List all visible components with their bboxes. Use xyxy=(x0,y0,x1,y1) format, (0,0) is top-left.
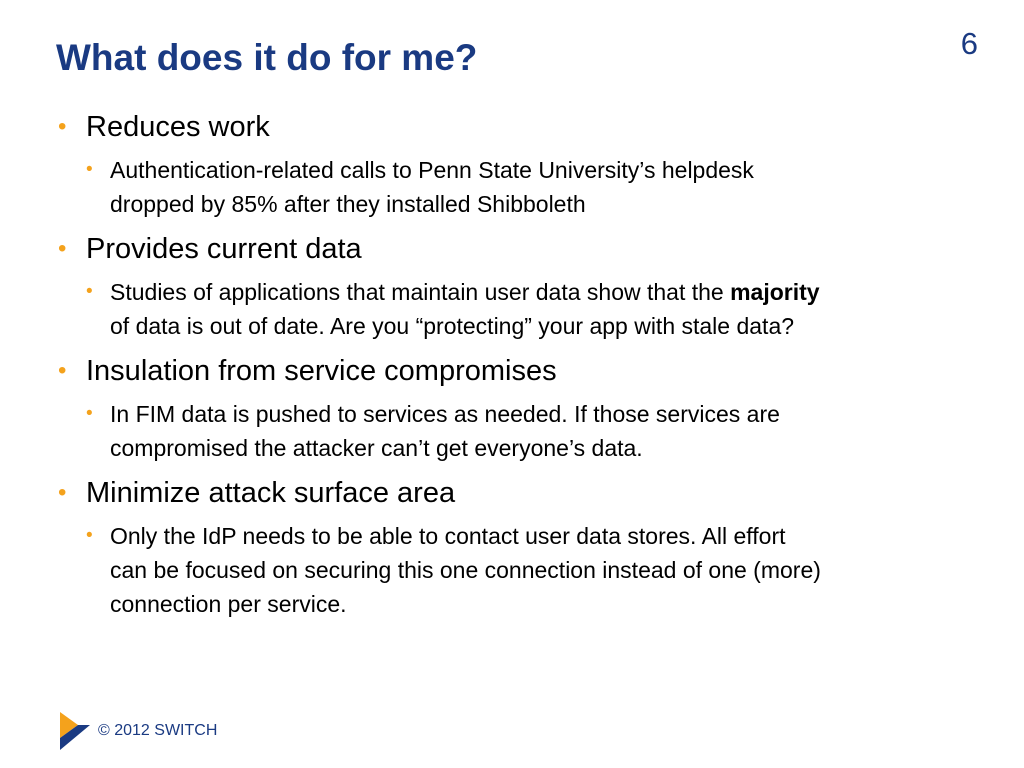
bullet-text: Reduces work xyxy=(86,111,270,143)
bullet-text: Insulation from service compromises xyxy=(86,355,557,387)
bullet-item xyxy=(58,354,988,388)
bullet-group-reduces-work xyxy=(58,110,988,221)
bullet-dot-icon: • xyxy=(58,479,67,506)
sub-bullet-line: connection per service. xyxy=(110,591,347,617)
sub-bullet-line: of data is out of date. Are you “protecting” your app with stale data? xyxy=(110,313,795,339)
slide-footer xyxy=(60,712,360,752)
sub-bullet-line: Studies of applications that maintain user data show that the xyxy=(110,279,731,305)
sub-bullet-item xyxy=(86,153,988,221)
sub-bullet-dot-icon: • xyxy=(86,403,93,424)
bullet-group-insulation xyxy=(58,354,988,465)
sub-bullet-dot-icon: • xyxy=(86,281,93,302)
bullet-item xyxy=(58,232,988,266)
switch-logo-icon xyxy=(60,712,90,750)
slide-title: What does it do for me? xyxy=(56,37,478,78)
slide-content xyxy=(58,110,988,632)
bullet-item xyxy=(58,110,988,144)
bullet-item xyxy=(58,476,988,510)
sub-bullet-line: In FIM data is pushed to services as needed. If those services are xyxy=(110,401,780,427)
sub-bullet-line: compromised the attacker can’t get everyone’s data. xyxy=(110,435,643,461)
sub-bullet-item xyxy=(86,275,988,343)
bullet-group-current-data xyxy=(58,232,988,343)
sub-bullet-dot-icon: • xyxy=(86,525,93,546)
bullet-dot-icon: • xyxy=(58,357,67,384)
sub-bullet-item xyxy=(86,519,988,621)
bullet-group-attack-surface xyxy=(58,476,988,621)
copyright-text: © 2012 SWITCH xyxy=(98,722,218,739)
sub-bullet-line: can be focused on securing this one connection instead of one (more) xyxy=(110,557,821,583)
bullet-text: Provides current data xyxy=(86,233,362,265)
bullet-text: Minimize attack surface area xyxy=(86,477,456,509)
bullet-dot-icon: • xyxy=(58,113,67,140)
sub-bullet-line: dropped by 85% after they installed Shibboleth xyxy=(110,191,586,217)
sub-bullet-line: Only the IdP needs to be able to contact user data stores. All effort xyxy=(110,523,786,549)
sub-bullet-item xyxy=(86,397,988,465)
sub-bullet-line: Authentication-related calls to Penn State University’s helpdesk xyxy=(110,157,754,183)
bullet-dot-icon: • xyxy=(58,235,67,262)
slide-number: 6 xyxy=(960,26,978,61)
emphasis-text: majority xyxy=(730,279,820,305)
sub-bullet-dot-icon: • xyxy=(86,159,93,180)
